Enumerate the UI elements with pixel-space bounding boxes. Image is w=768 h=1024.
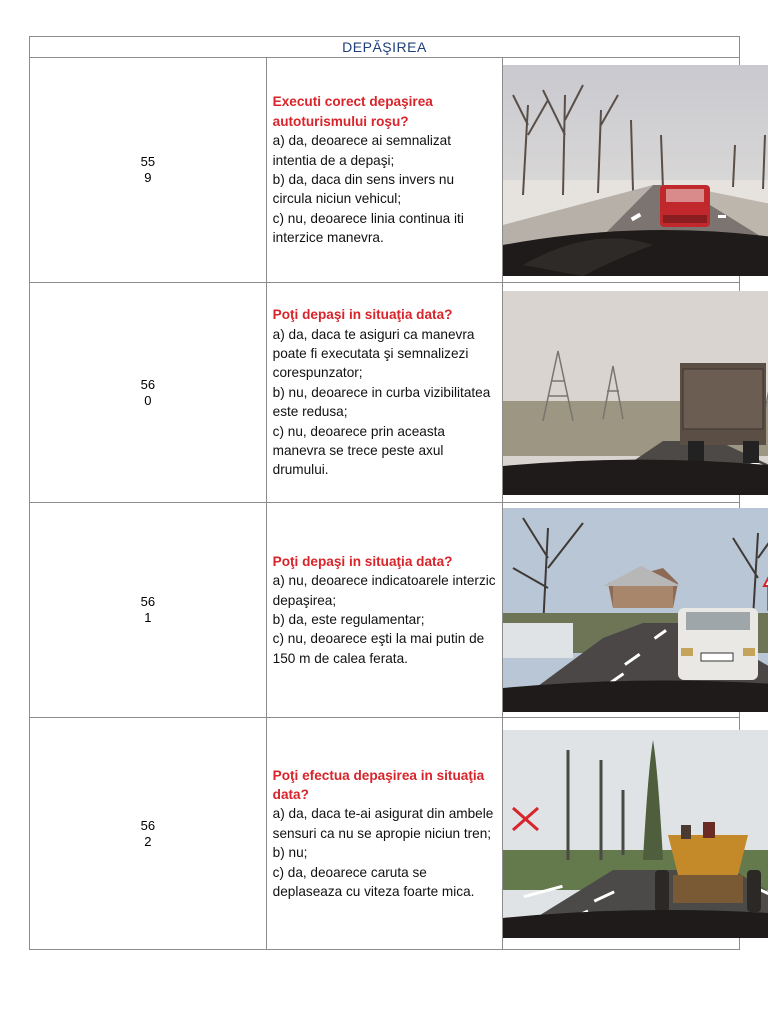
answer-c: c) da, deoarece caruta se deplaseaza cu viteza foarte mica. bbox=[272, 864, 475, 900]
question-photo-cell bbox=[503, 283, 740, 503]
question-number-line2: 9 bbox=[144, 170, 152, 185]
question-number-line2: 2 bbox=[144, 833, 152, 849]
question-number bbox=[30, 58, 267, 283]
question-number-line2: 0 bbox=[144, 392, 152, 408]
answer-c: c) nu, deoarece linia continua iti interzice manevra. bbox=[272, 210, 464, 246]
question-text: Poţi depaşi in situaţia data? bbox=[272, 553, 453, 569]
question-number-line1: 56 bbox=[140, 376, 156, 392]
question-number-line1: 56 bbox=[140, 817, 156, 833]
truck-curve-sign-photo bbox=[503, 291, 768, 495]
horse-cart-level-crossing-photo bbox=[503, 730, 768, 938]
question-text: Executi corect depaşirea autoturismului roşu? bbox=[272, 94, 433, 129]
answer-a: a) nu, deoarece indicatoarele interzic depaşirea; bbox=[272, 573, 496, 608]
question-text-cell bbox=[266, 718, 503, 950]
question-number-line2: 1 bbox=[144, 610, 152, 625]
answer-b: b) da, daca din sens invers nu circula niciun vehicul; bbox=[272, 172, 455, 207]
question-row bbox=[30, 503, 740, 718]
question-text: Poţi depaşi in situaţia data? bbox=[272, 307, 453, 323]
section-title: DEPĂŞIREA bbox=[30, 37, 740, 58]
question-photo-cell bbox=[503, 718, 740, 950]
quiz-sheet bbox=[29, 36, 740, 950]
answer-a: a) da, deoarece ai semnalizat intentia de a depaşi; bbox=[272, 133, 451, 168]
question-row bbox=[30, 283, 740, 503]
question-photo-cell bbox=[503, 503, 740, 718]
answer-c: c) nu, deoarece eşti la mai putin de 150 m de calea ferata. bbox=[272, 631, 485, 666]
question-number-line1: 55 bbox=[140, 154, 156, 169]
question-text-cell bbox=[266, 58, 503, 283]
question-number bbox=[30, 718, 267, 950]
white-car-railway-signs-photo bbox=[503, 508, 768, 712]
answer-b: b) nu, deoarece in curba vizibilitatea este redusa; bbox=[272, 384, 491, 420]
answer-b: b) nu; bbox=[272, 845, 308, 861]
question-text-cell bbox=[266, 503, 503, 718]
question-number-line1: 56 bbox=[140, 594, 156, 609]
answer-a: a) da, daca te asiguri ca manevra poate fi executata şi semnalizezi corespunzator; bbox=[272, 326, 475, 381]
winter-road-red-car-photo bbox=[503, 65, 768, 276]
question-row bbox=[30, 718, 740, 950]
question-row bbox=[30, 58, 740, 283]
question-text: Poţi efectua depaşirea in situaţia data? bbox=[272, 767, 485, 802]
question-text-cell bbox=[266, 283, 503, 503]
question-number bbox=[30, 283, 267, 503]
quiz-table bbox=[29, 36, 740, 950]
answer-b: b) da, este regulamentar; bbox=[272, 612, 425, 627]
answer-c: c) nu, deoarece prin aceasta manevra se trece peste axul drumului. bbox=[272, 423, 445, 478]
answer-a: a) da, daca te-ai asigurat din ambele sensuri ca nu se apropie niciun tren; bbox=[272, 806, 494, 841]
question-number bbox=[30, 503, 267, 718]
question-photo-cell bbox=[503, 58, 740, 283]
